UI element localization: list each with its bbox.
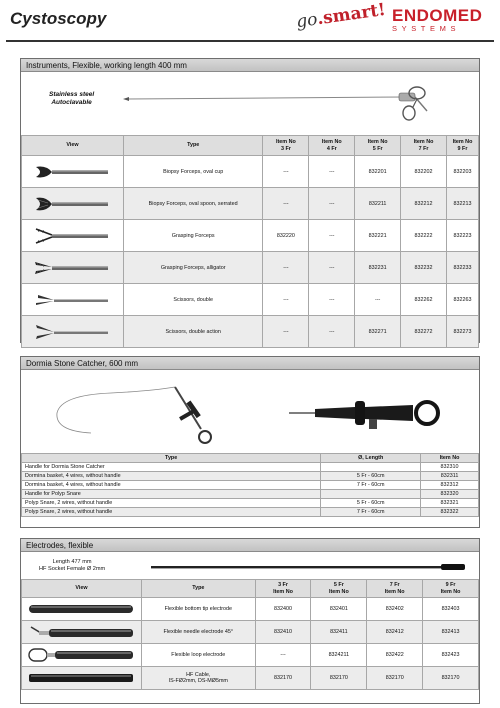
logo-sub-text: SYSTEMS [392,24,461,33]
table-row: Handle for Polyp Snare 832320 [22,490,479,499]
table-row: Handle for Dormia Stone Catcher 832310 [22,463,479,472]
table-row: Dormina basket, 4 wires, without handle 7 Fr - 60cm 832312 [22,481,479,490]
col-view: View [22,136,124,156]
instrument-overview-image [121,81,451,129]
biopsy-forceps-icon [22,156,124,188]
biopsy-forceps-serrated-icon [22,188,124,220]
slogan-part-b: .smart! [315,0,387,30]
instruments-table [21,135,479,348]
loop-electrode-icon [22,644,142,667]
table-header-row [22,454,479,463]
section-title: Instruments, Flexible, working length 400 mm [21,59,479,72]
col-9fr: Item No 9 Fr [446,136,478,156]
table-row: Polyp Snare, 2 wires, without handle 5 Fr - 60cm 832321 [22,499,479,508]
logo-main-text: ENDOMED [392,6,483,25]
table-row: Biopsy Forceps, oval cup --- --- 832201 832202 832203 [22,156,479,188]
material-note-line2: Autoclavable [51,99,92,106]
grasping-forceps-icon [22,220,124,252]
electrodes-table [21,579,479,690]
bottom-tip-electrode-icon [22,598,142,621]
table-header-row [22,136,479,156]
col-7fr: 7 Fr Item No [367,580,423,598]
page-title: Cystoscopy [10,9,107,28]
table-header-row [22,580,479,598]
table-row: Grasping Forceps, alligator --- --- 832231 832232 832233 [22,252,479,284]
table-row: Flexible bottom tip electrode 832400 832401 832402 832403 [22,598,479,621]
hf-cable-label: HF Cable, IS-FØ2mm, DS-MØ5mm [141,667,255,690]
col-item-no: Item No [421,454,479,463]
table-row: Flexible loop electrode --- 8324211 832422 832423 [22,644,479,667]
endomed-logo [392,7,492,33]
flexible-instruments-section [20,58,480,343]
scissors-icon [22,284,124,316]
col-7fr: Item No 7 Fr [401,136,447,156]
slogan [295,0,387,32]
table-row: Dormina basket, 4 wires, without handle 5 Fr - 60cm 832311 [22,472,479,481]
col-type: Type [123,136,263,156]
scissors-double-icon [22,316,124,348]
needle-electrode-icon [22,621,142,644]
electrode-overview-image [149,561,469,573]
col-length: Ø, Length [321,454,421,463]
table-row: Polyp Snare, 2 wires, without handle 7 Fr - 60cm 832322 [22,508,479,517]
hf-cable-icon [22,667,142,690]
flexible-electrodes-section [20,538,480,704]
col-9fr: 9 Fr Item No [423,580,479,598]
col-5fr: 5 Fr Item No [311,580,367,598]
col-type: Type [22,454,321,463]
table-row: HF Cable, IS-FØ2mm, DS-MØ5mm 832170 832170 832170 832170 [22,667,479,690]
stone-catcher-image [51,373,241,451]
col-4fr: Item No 4 Fr [309,136,355,156]
alligator-forceps-icon [22,252,124,284]
header-rule [6,40,494,42]
material-note [49,91,94,107]
table-row: Scissors, double --- --- --- 832262 832263 [22,284,479,316]
section-title: Dormia Stone Catcher, 600 mm [21,357,479,370]
section-title: Electrodes, flexible [21,539,479,552]
stone-catcher-table [21,453,479,517]
electrode-note-line1: Length 477 mm [52,559,92,565]
dormia-stone-catcher-section [20,356,480,528]
col-5fr: Item No 5 Fr [355,136,401,156]
slogan-part-a: go [295,9,319,33]
col-type: Type [141,580,255,598]
table-row: Flexible needle electrode 45° 832410 832411 832412 832413 [22,621,479,644]
col-view: View [22,580,142,598]
table-row: Biopsy Forceps, oval spoon, serrated --- --- 832211 832212 832213 [22,188,479,220]
electrode-note [39,559,105,573]
material-note-line1: Stainless steel [49,91,95,98]
table-row: Grasping Forceps 832220 --- 832221 832222 832223 [22,220,479,252]
table-row: Scissors, double action --- --- 832271 832272 832273 [22,316,479,348]
electrode-note-line2: HF Socket Female Ø 2mm [39,566,106,572]
stone-catcher-handle-image [285,381,445,441]
col-3fr: Item No 3 Fr [263,136,309,156]
col-3fr: 3 Fr Item No [255,580,311,598]
page-header [0,0,500,42]
